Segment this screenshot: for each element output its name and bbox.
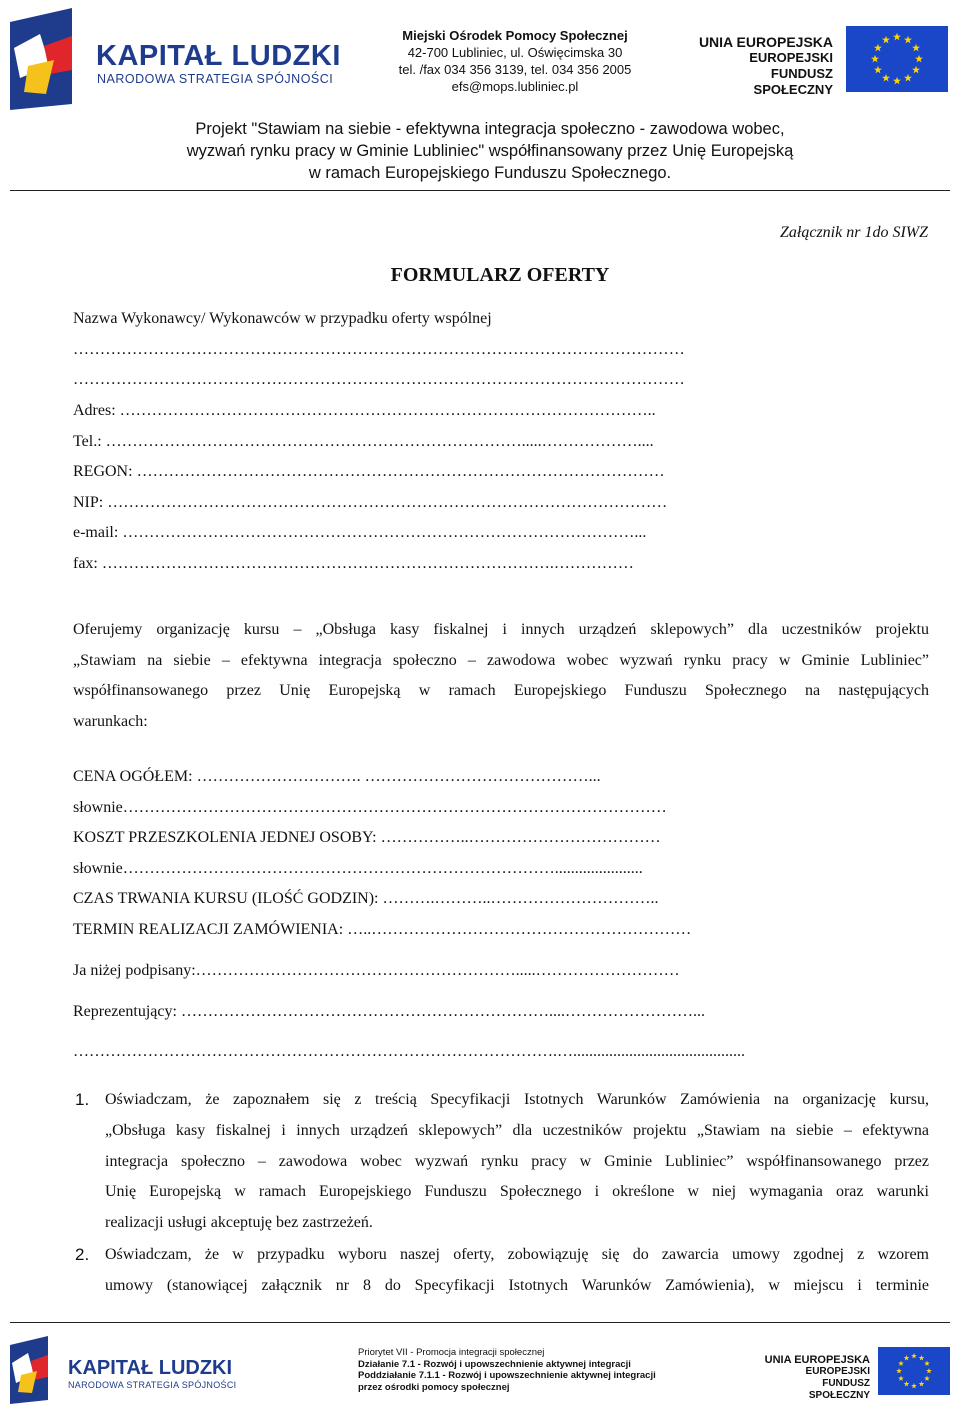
field-email-label: e-mail: — [73, 524, 123, 542]
field-address-dots: ……………………………………………………………………………………….. — [119, 402, 656, 419]
term-deadline-dots: …..…………………………………………………… — [347, 920, 692, 938]
term-person-cost-label: KOSZT PRZESZKOLENIA JEDNEJ OSOBY: — [73, 829, 381, 847]
term-total-price-words-dots: ………………………………………………………………………………………… — [122, 798, 667, 816]
offer-line-3: współfinansowanego przez Unię Europejską w ramach Europejskiego Funduszu Społecznego na następujących — [73, 682, 929, 700]
field-email-dots: ……………………………………………………………………………………... — [122, 524, 647, 542]
eu-flag-icon — [846, 26, 948, 92]
declaration-1-line-5: realizacji usługi akceptuję bez zastrzeżeń. — [105, 1214, 373, 1232]
field-nip-dots: …………………………………………………………………………………………… — [107, 493, 668, 511]
field-fax-dots: ………………………………………………………………………….…………… — [101, 554, 634, 572]
field-phone-label: Tel.: — [73, 432, 106, 450]
form-title: FORMULARZ OFERTY — [390, 264, 610, 286]
term-duration-dots: ……….………..………………………….. — [382, 890, 659, 908]
eu-line3: FUNDUSZ SPOŁECZNY — [753, 66, 833, 97]
term-person-cost-dots: ……………..……………………………… — [380, 829, 661, 847]
offer-line-2: „Stawiam na siebie – efektywna integracja społeczno – zawodowa wobec wyzwań rynku pracy w Gminie Lubliniec” — [73, 651, 929, 669]
footer-kapital-title: KAPITAŁ LUDZKI — [68, 1357, 233, 1379]
kapital-ludzki-logo-icon — [10, 8, 76, 110]
term-person-cost — [73, 829, 929, 860]
field-nip-label: NIP: — [73, 493, 108, 511]
footer-eu-line1: UNIA EUROPEJSKA — [764, 1354, 870, 1366]
eu-label — [693, 34, 833, 98]
footer-subaction-1: Poddziałanie 7.1.1 - Rozwój i upowszechnienie aktywnej integracji — [358, 1370, 656, 1381]
field-regon — [73, 463, 929, 494]
offer-line-4: warunkach: — [73, 712, 148, 730]
declaration-2-number: 2. — [75, 1245, 90, 1264]
term-person-cost-words — [73, 860, 929, 891]
signed-line — [73, 962, 680, 980]
mops-info — [380, 27, 650, 95]
declaration-2 — [73, 1240, 929, 1302]
mops-name: Miejski Ośrodek Pomocy Społecznej — [402, 28, 628, 43]
footer-action: Działanie 7.1 - Rozwój i upowszechnienie aktywnej integracji — [358, 1358, 631, 1370]
term-duration — [73, 890, 929, 921]
field-phone-dots: …………………………………………………………………….....……………….... — [105, 432, 654, 450]
term-person-cost-words-label: słownie — [73, 859, 123, 877]
term-total-price-dots: …………………………. ……………………………………... — [196, 768, 601, 785]
field-regon-label: REGON: — [73, 463, 137, 481]
offer-terms — [73, 768, 929, 952]
eu-line2: EUROPEJSKI — [749, 50, 833, 65]
footer-eu-line2: EUROPEJSKI — [805, 1366, 870, 1377]
represent-dots: ……………………………………………………………....……………………... — [180, 1003, 705, 1020]
represent-dots-2: ……………………………………………………………………………….…........................................... — [73, 1043, 745, 1060]
field-email — [73, 524, 929, 555]
footer-kapital-logo-icon — [10, 1336, 50, 1404]
footer-eu-line3: FUNDUSZ SPOŁECZNY — [808, 1378, 870, 1401]
field-fax-label: fax: — [73, 554, 102, 572]
declaration-1-line-3: integracja społeczno – zawodowa wobec wyzwań rynku pracy w Gminie Lubliniec” współfinansowanego przez — [105, 1152, 929, 1170]
term-deadline-label: TERMIN REALIZACJI ZAMÓWIENIA: — [73, 920, 348, 938]
mops-phone: tel. /fax 034 356 3139, tel. 034 356 2005 — [398, 62, 632, 77]
declaration-2-line-2: umowy (stanowiącej załącznik nr 8 do Specyfikacji Istotnych Warunków Zamówienia), w miejscu i terminie — [105, 1276, 929, 1294]
declaration-1-number: 1. — [75, 1090, 90, 1109]
declaration-1-line-2: „Obsługa kasy fiskalnej i innych urządzeń sklepowych” dla uczestników projektu „Stawiam na siebie – efektywna — [105, 1121, 929, 1139]
declaration-1 — [73, 1085, 929, 1239]
footer-priority: Priorytet VII - Promocja integracji społecznej — [358, 1347, 545, 1358]
term-total-price-words-label: słownie — [73, 798, 123, 816]
attachment-note: Załącznik nr 1do SIWZ — [780, 224, 928, 241]
kapital-ludzki-title: KAPITAŁ LUDZKI — [96, 40, 341, 72]
represent-line — [73, 1003, 705, 1021]
contractor-label: Nazwa Wykonawcy/ Wykonawców w przypadku oferty wspólnej — [73, 310, 492, 327]
offer-paragraph — [73, 615, 929, 737]
field-phone — [73, 433, 929, 464]
project-title — [0, 118, 960, 184]
footer-divider — [10, 1322, 950, 1323]
term-total-price-words — [73, 799, 929, 830]
contact-fields — [73, 402, 929, 586]
footer-eu-flag-icon — [878, 1347, 950, 1395]
term-deadline — [73, 921, 929, 952]
footer-subaction-2: przez ośrodki pomocy społecznej — [358, 1381, 510, 1393]
term-duration-label: CZAS TRWANIA KURSU (ILOŚĆ GODZIN): — [73, 890, 383, 908]
project-line3: w ramach Europejskiego Funduszu Społecznego. — [308, 164, 672, 182]
field-fax — [73, 555, 929, 586]
footer-eu-label — [760, 1354, 870, 1402]
declaration-1-line-4: Unię Europejską w ramach Europejskiego Funduszu Społecznego i określone w niej wymagania oraz warunki — [105, 1183, 929, 1201]
signed-dots: …………………………………………………….....……………………… — [195, 962, 680, 979]
header-divider — [10, 190, 950, 191]
project-line1: Projekt "Stawiam na siebie - efektywna integracja społeczno - zawodowa wobec, — [195, 120, 785, 138]
mops-address: 42-700 Lubliniec, ul. Oświęcimska 30 — [407, 45, 623, 60]
footer-kapital-subtitle: NARODOWA STRATEGIA SPÓJNOŚCI — [68, 1380, 237, 1390]
mops-email: efs@mops.lubliniec.pl — [451, 79, 579, 94]
represent-label: Reprezentujący: — [73, 1003, 181, 1020]
term-total-price-label: CENA OGÓŁEM: — [73, 768, 197, 785]
footer-program-info — [358, 1347, 656, 1393]
field-nip — [73, 494, 929, 525]
offer-line-1: Oferujemy organizację kursu – „Obsługa kasy fiskalnej i innych urządzeń sklepowych” dla uczestników projektu — [73, 621, 929, 638]
field-regon-dots: ……………………………………………………………………………………… — [136, 463, 665, 481]
term-person-cost-words-dots: ………………………………………………………………………...................... — [122, 859, 643, 877]
project-line2: wyzwań rynku pracy w Gminie Lubliniec" współfinansowany przez Unię Europejską — [186, 142, 794, 160]
contractor-dots-1: …………………………………………………………………………………………………… — [73, 341, 685, 358]
contractor-dots-2: …………………………………………………………………………………………………… — [73, 371, 685, 388]
declaration-2-line-1: Oświadczam, że w przypadku wyboru naszej oferty, zobowiązuję się do zawarcia umowy zgodnej z wzorem — [105, 1246, 929, 1263]
kapital-ludzki-subtitle: NARODOWA STRATEGIA SPÓJNOŚCI — [97, 72, 334, 86]
signed-label: Ja niżej podpisany: — [73, 962, 196, 979]
term-total-price — [73, 768, 929, 799]
field-address — [73, 402, 929, 433]
eu-line1: UNIA EUROPEJSKA — [698, 34, 833, 50]
declaration-1-line-1: Oświadczam, że zapoznałem się z treścią Specyfikacji Istotnych Warunków Zamówienia na organizację kursu, — [105, 1091, 929, 1108]
field-address-label: Adres: — [73, 402, 120, 419]
